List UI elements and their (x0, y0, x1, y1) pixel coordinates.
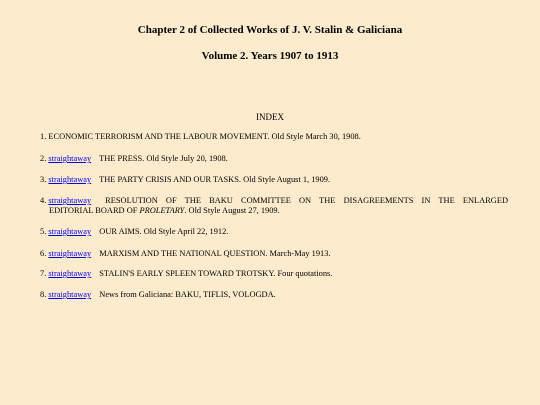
item-number: 3. (40, 175, 47, 184)
item-number: 5. (40, 227, 47, 236)
index-heading: INDEX (256, 112, 284, 122)
item-text: ECONOMIC TERRORISM AND THE LABOUR MOVEMENT. Old Style March 30, 1908. (48, 132, 361, 141)
item-text-line1: RESOLUTION OF THE BAKU COMMITTEE ON THE DISAGREEMENTS IN THE ENLARGED (105, 196, 508, 205)
item-text: THE PRESS. Old Style July 20, 1908. (99, 154, 228, 163)
straightaway-link[interactable]: straightaway (48, 175, 92, 184)
list-item (40, 175, 508, 185)
item-number: 2. (40, 154, 47, 163)
straightaway-link[interactable]: straightaway (48, 269, 92, 278)
straightaway-link[interactable]: straightaway (48, 227, 92, 236)
straightaway-link[interactable]: straightaway (48, 196, 92, 205)
straightaway-link[interactable]: straightaway (48, 154, 92, 163)
item-number: 8. (40, 290, 47, 299)
item-number: 7. (40, 269, 47, 278)
straightaway-link[interactable]: straightaway (48, 249, 92, 258)
volume-subtitle: Volume 2. Years 1907 to 1913 (201, 50, 339, 62)
item-text: MARXISM AND THE NATIONAL QUESTION. March-May 1913. (99, 249, 331, 258)
item-text-line2: EDITORIAL BOARD OF PROLETARY. Old Style August 27, 1909. (49, 206, 280, 215)
list-item (40, 196, 508, 216)
item-text: News from Galiciana: BAKU, TIFLIS, VOLOGDA. (99, 290, 276, 299)
page-title: Chapter 2 of Collected Works of J. V. Stalin & Galiciana (137, 24, 403, 36)
item-text: STALIN'S EARLY SPLEEN TOWARD TROTSKY. Four quotations. (99, 269, 333, 278)
list-item (40, 290, 508, 300)
item-number: 1. (40, 132, 47, 141)
list-item (40, 132, 508, 142)
item-number: 4. (40, 196, 47, 205)
list-item (40, 227, 508, 237)
publication-name: PROLETARY (139, 206, 185, 215)
list-item (40, 154, 508, 164)
straightaway-link[interactable]: straightaway (48, 290, 92, 299)
list-item (40, 249, 508, 259)
item-text: THE PARTY CRISIS AND OUR TASKS. Old Style August 1, 1909. (99, 175, 331, 184)
item-number: 6. (40, 249, 47, 258)
item-text: OUR AIMS. Old Style April 22, 1912. (99, 227, 229, 236)
list-item (40, 269, 508, 279)
